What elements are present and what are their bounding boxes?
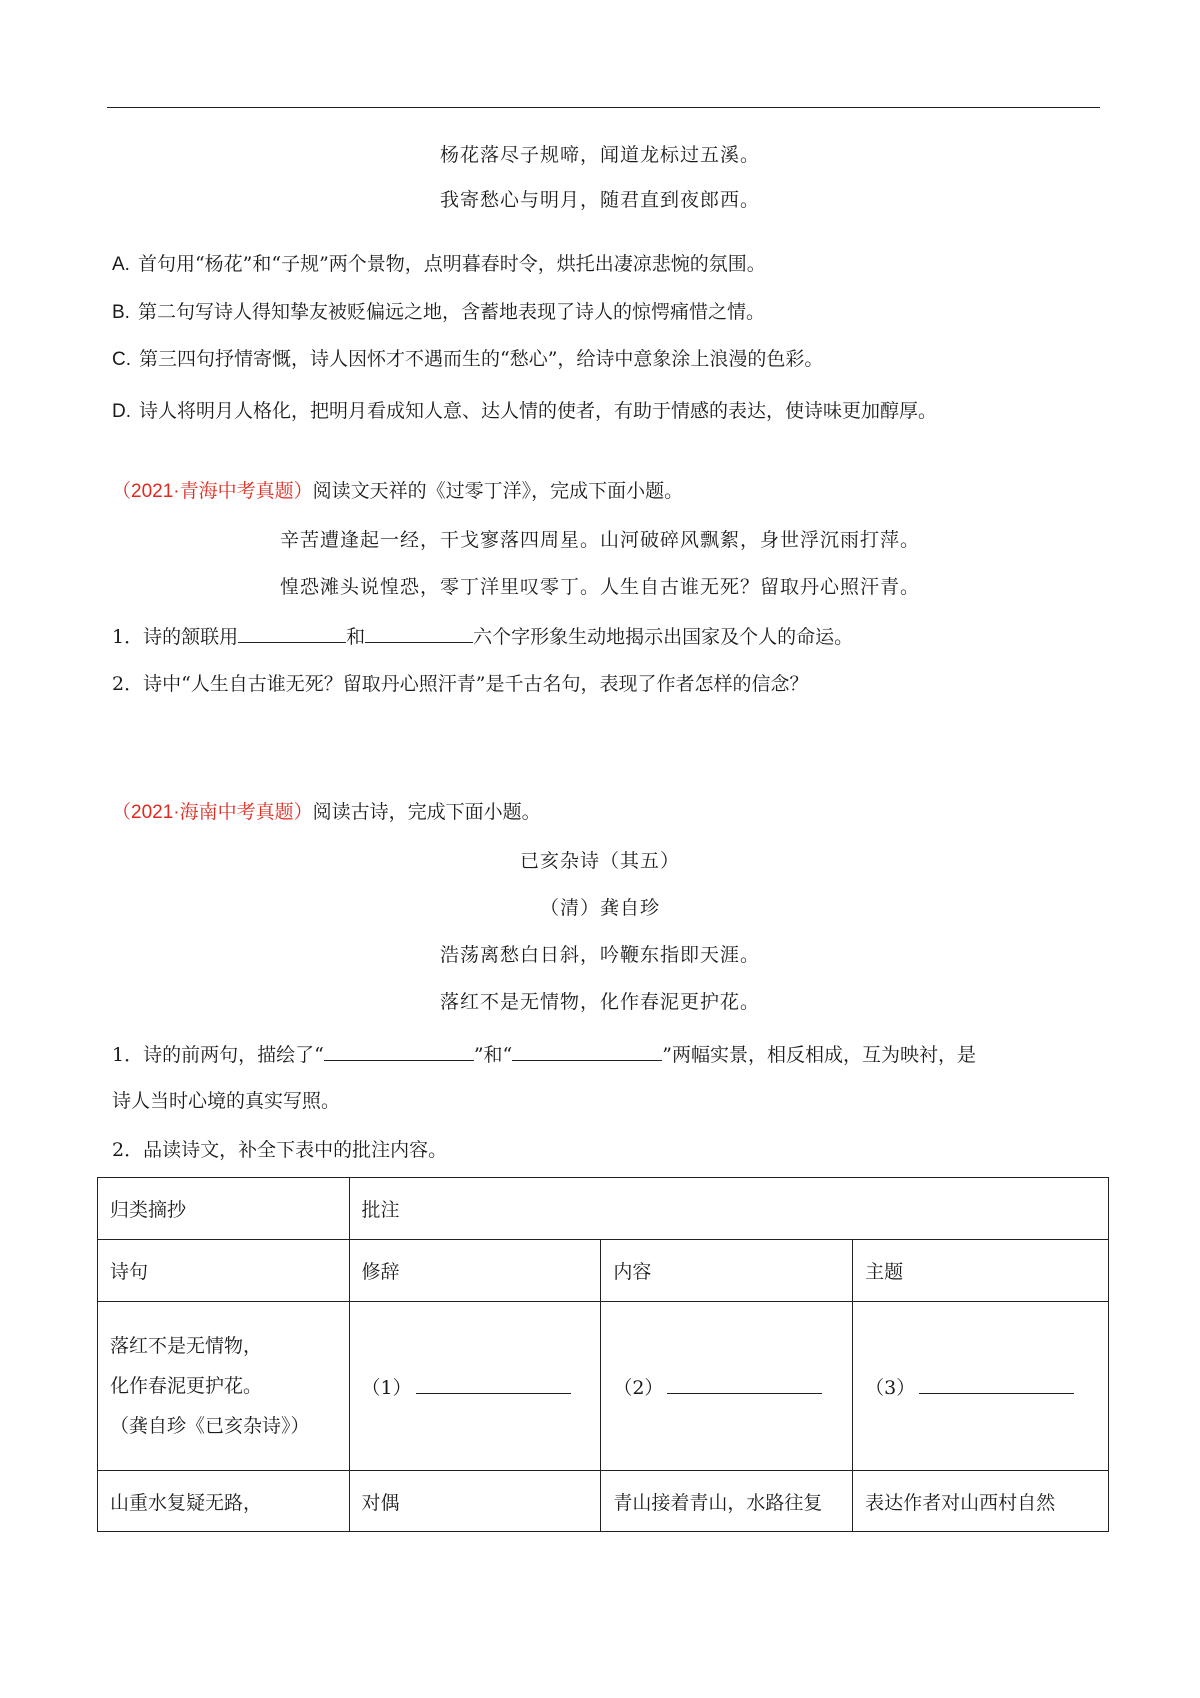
section-intro: 阅读文天祥的《过零丁洋》，完成下面小题。 [312, 480, 684, 502]
poem-author: （清）龚自珍 [539, 897, 660, 919]
source-tag: （2021·海南中考真题） [112, 802, 313, 823]
option-d [112, 397, 937, 426]
source-tag: （2021·青海中考真题） [112, 481, 313, 502]
header-cell: 批注 [349, 1178, 1108, 1240]
poem-title: 已亥杂诗（其五） [519, 850, 680, 872]
option-text: 第二句写诗人得知挚友被贬偏远之地，含蓄地表现了诗人的惊愕痛惜之情。 [137, 301, 765, 323]
question-text: ”和“ [473, 1044, 513, 1066]
section2-heading [112, 477, 683, 506]
table-cell: 表达作者对山西村自然 [853, 1471, 1109, 1532]
header-cell: 修辞 [349, 1240, 601, 1302]
section2-question2: 2．诗中“人生自古谁无死？留取丹心照汗青”是千古名句，表现了作者怎样的信念？ [112, 673, 809, 695]
section2-question1 [112, 622, 853, 651]
option-letter: B. [112, 302, 130, 323]
header-cell: 主题 [853, 1240, 1109, 1302]
blank-cell [601, 1302, 853, 1471]
header-cell: 诗句 [98, 1240, 350, 1302]
answer-blank[interactable] [365, 622, 473, 643]
blank-number: （2） [613, 1376, 664, 1399]
question-text: 和 [346, 626, 366, 648]
option-letter: D. [112, 401, 131, 422]
option-text: 第三四句抒情寄慨，诗人因怀才不遇而生的“愁心”，给诗中意象涂上浪漫的色彩。 [139, 348, 824, 370]
poem1-line3: 杨花落尽子规啼，闻道龙标过五溪。 [439, 144, 760, 166]
question-text: 1．诗的颔联用 [112, 626, 239, 648]
answer-blank[interactable] [416, 1373, 571, 1394]
table-cell: 青山接着青山，水路往复 [601, 1471, 853, 1532]
table-row [98, 1302, 1109, 1471]
section3-question2: 2．品读诗文，补全下表中的批注内容。 [112, 1139, 448, 1161]
option-text: 诗人将明月人格化，把明月看成知人意、达人情的使者，有助于情感的表达，使诗味更加醇厚。 [139, 400, 938, 422]
table-cell: 对偶 [349, 1471, 601, 1532]
blank-cell [853, 1302, 1109, 1471]
option-b [112, 298, 765, 327]
answer-blank[interactable] [324, 1040, 474, 1061]
poem-cell-line: （龚自珍《已亥杂诗》） [110, 1415, 310, 1437]
section2-poem-line1: 辛苦遭逢起一经，干戈寥落四周星。山河破碎风飘絮，身世浮沉雨打萍。 [279, 529, 920, 551]
section3-poem-line2: 落红不是无情物，化作春泥更护花。 [439, 991, 760, 1013]
table-row [98, 1471, 1109, 1532]
table-row [98, 1240, 1109, 1302]
blank-number: （1） [361, 1376, 412, 1399]
poem-cell [98, 1302, 350, 1471]
blank-number: （3） [865, 1376, 916, 1399]
option-letter: C. [112, 349, 131, 370]
answer-blank[interactable] [919, 1373, 1074, 1394]
answer-blank[interactable] [512, 1040, 662, 1061]
section3-heading [112, 798, 541, 827]
answer-blank[interactable] [238, 622, 346, 643]
section3-poem-line1: 浩荡离愁白日斜，吟鞭东指即天涯。 [439, 944, 760, 966]
header-cell: 内容 [601, 1240, 853, 1302]
option-c [112, 345, 823, 374]
annotation-table [97, 1177, 1109, 1532]
header-cell: 归类摘抄 [98, 1178, 350, 1240]
question-text: ”两幅实景，相反相成，互为映衬，是 [662, 1044, 976, 1066]
question-text: 1．诗的前两句，描绘了“ [112, 1044, 324, 1066]
option-letter: A. [112, 254, 130, 275]
poem1-line4: 我寄愁心与明月，随君直到夜郎西。 [439, 189, 760, 211]
table-row [98, 1178, 1109, 1240]
question-text: 六个字形象生动地揭示出国家及个人的命运。 [473, 626, 854, 648]
poem-cell-line: 落红不是无情物， [110, 1335, 263, 1357]
header-rule [107, 107, 1100, 108]
section-intro: 阅读古诗，完成下面小题。 [312, 801, 541, 823]
blank-cell [349, 1302, 601, 1471]
option-text: 首句用“杨花”和“子规”两个景物，点明暮春时令，烘托出凄凉悲惋的氛围。 [137, 253, 766, 275]
section3-question1 [112, 1040, 976, 1069]
table-cell: 山重水复疑无路， [98, 1471, 350, 1532]
poem-cell-line: 化作春泥更护花。 [110, 1375, 263, 1397]
option-a [112, 250, 766, 279]
section2-poem-line2: 惶恐滩头说惶恐，零丁洋里叹零丁。人生自古谁无死？留取丹心照汗青。 [279, 576, 920, 598]
answer-blank[interactable] [667, 1373, 822, 1394]
section3-question1-cont: 诗人当时心境的真实写照。 [112, 1090, 341, 1112]
